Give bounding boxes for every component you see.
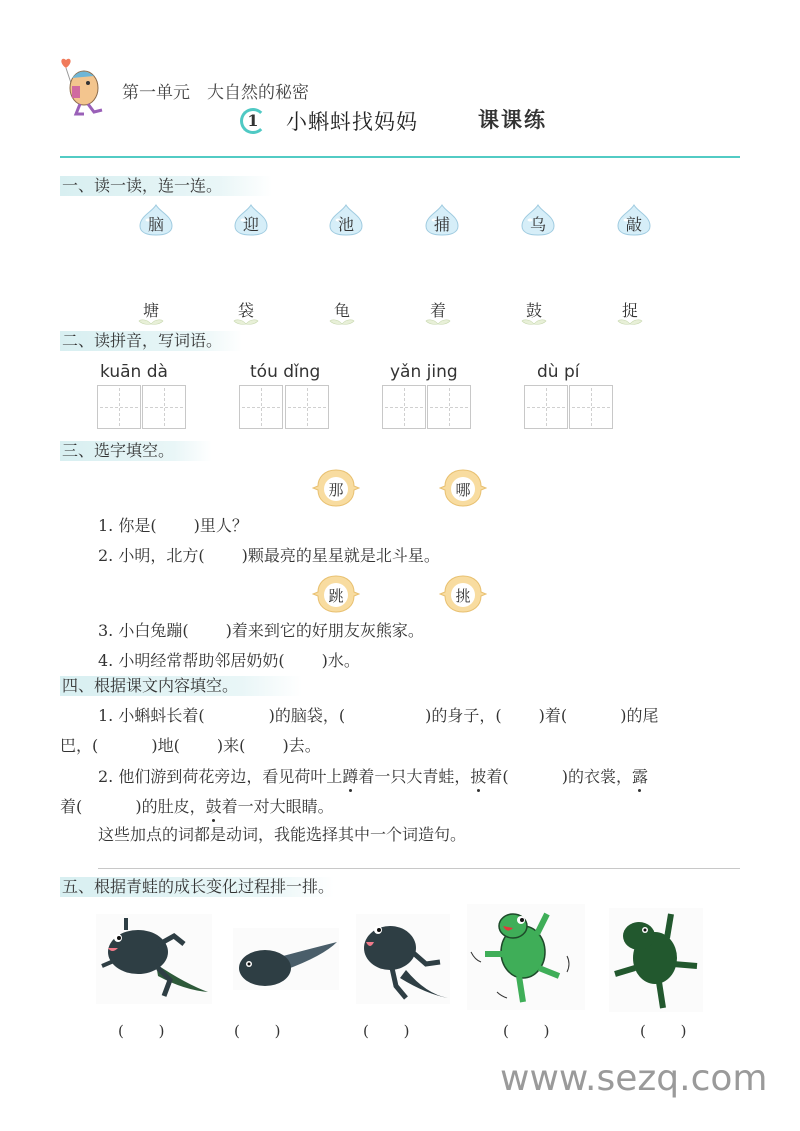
drop-char-4[interactable]: [422, 204, 462, 236]
chick-char-2[interactable]: [439, 468, 487, 508]
chick-char-label: 哪: [455, 481, 471, 499]
answer-blank-5[interactable]: ( ): [640, 1022, 687, 1040]
question-2: 2. 小明，北方( )颗最亮的星星就是北斗星。: [98, 546, 440, 565]
text: 着一只大青蛙，: [358, 767, 471, 786]
chick-char-3[interactable]: [312, 574, 360, 614]
writing-box[interactable]: [239, 385, 283, 429]
drop-char-5[interactable]: [518, 204, 558, 236]
leaf-char-5[interactable]: 鼓: [525, 301, 542, 320]
section3-heading: 三、选字填空。: [60, 441, 212, 461]
pinyin-1: kuān dà: [100, 362, 168, 382]
lesson-type: 课课练: [478, 108, 547, 132]
answer-blank-1[interactable]: ( ): [118, 1022, 165, 1040]
leaf-char-6[interactable]: 捉: [621, 301, 638, 320]
pinyin-3: yǎn jing: [390, 362, 458, 382]
drop-char-2[interactable]: [231, 204, 271, 236]
leaf-icon: [329, 318, 355, 326]
leaf-icon: [233, 318, 259, 326]
q1-line2: 巴，( )地( )来( )去。: [60, 736, 321, 755]
leaf-icon: [521, 318, 547, 326]
pinyin-2: tóu dǐng: [250, 362, 321, 382]
watermark: www.sezq.com: [500, 1058, 768, 1099]
mascot-illustration: [58, 56, 108, 116]
writing-box[interactable]: [285, 385, 329, 429]
answer-blank-2[interactable]: ( ): [234, 1022, 281, 1040]
dotted-verb: 蹲: [342, 767, 359, 786]
chick-char-label: 那: [328, 481, 344, 499]
dotted-verb: 披: [470, 767, 487, 786]
drop-char-1[interactable]: [136, 204, 176, 236]
section1-heading: 一、读一读，连一连。: [60, 176, 272, 196]
section4-heading: 四、根据课文内容填空。: [60, 676, 302, 696]
chick-char-label: 挑: [455, 587, 471, 605]
leaf-char-4[interactable]: 着: [429, 301, 446, 320]
dotted-verb: 露: [631, 767, 648, 786]
lesson-number-badge: 1: [240, 108, 266, 134]
drop-char-6[interactable]: [614, 204, 654, 236]
drop-char-label: 乌: [529, 215, 546, 234]
lesson-title: 小蝌蚪找妈妈: [286, 110, 418, 134]
question-3: 3. 小白兔蹦( )着来到它的好朋友灰熊家。: [98, 621, 424, 640]
question-4: 4. 小明经常帮助邻居奶奶( )水。: [98, 651, 360, 670]
leaf-icon: [617, 318, 643, 326]
drop-char-label: 捕: [433, 215, 450, 234]
drop-char-label: 敲: [625, 215, 642, 234]
writing-box[interactable]: [97, 385, 141, 429]
chick-char-1[interactable]: [312, 468, 360, 508]
text: 2. 他们游到荷花旁边，看见荷叶上: [98, 767, 343, 786]
dark-green-frog-image: [609, 908, 703, 1012]
q2-instruction: 这些加点的词都是动词，我能选择其中一个词造句。: [98, 825, 467, 844]
header-divider: [60, 156, 740, 158]
leaf-char-2[interactable]: 袋: [237, 301, 254, 320]
writing-box[interactable]: [382, 385, 426, 429]
text: 着( )的衣裳，: [486, 767, 632, 786]
chick-char-label: 跳: [328, 587, 344, 605]
leaf-char-3[interactable]: 龟: [333, 301, 350, 320]
jumping-green-frog-image: [467, 904, 585, 1010]
text: 着( )的肚皮，: [60, 797, 206, 816]
writing-box[interactable]: [142, 385, 186, 429]
writing-box[interactable]: [524, 385, 568, 429]
chick-char-4[interactable]: [439, 574, 487, 614]
pinyin-4: dù pí: [537, 362, 580, 382]
writing-line[interactable]: [98, 868, 740, 869]
section2-heading: 二、读拼音，写词语。: [60, 331, 242, 351]
answer-blank-4[interactable]: ( ): [503, 1022, 550, 1040]
drop-char-label: 池: [337, 215, 354, 234]
froglet-with-tail-image: [356, 914, 450, 1004]
q1-line1: 1. 小蝌蚪长着( )的脑袋，( )的身子，( )着( )的尾: [98, 706, 659, 725]
writing-box[interactable]: [569, 385, 613, 429]
drop-char-label: 脑: [147, 215, 164, 234]
leaf-icon: [425, 318, 451, 326]
question-1: 1. 你是( )里人？: [98, 516, 248, 535]
q2-line1: [98, 764, 648, 787]
drop-char-label: 迎: [242, 215, 259, 234]
section5-heading: 五、根据青蛙的成长变化过程排一排。: [62, 877, 335, 896]
leaf-char-1[interactable]: 塘: [142, 301, 159, 320]
q2-line2: [60, 794, 334, 817]
drop-char-3[interactable]: [326, 204, 366, 236]
unit-title: 第一单元 大自然的秘密: [122, 83, 309, 103]
text: 着一对大眼睛。: [221, 797, 334, 816]
answer-blank-3[interactable]: ( ): [363, 1022, 410, 1040]
writing-box[interactable]: [427, 385, 471, 429]
leaf-icon: [138, 318, 164, 326]
frog-with-tail-image: [96, 914, 212, 1004]
tadpole-image: [233, 928, 339, 990]
dotted-verb: 鼓: [205, 797, 222, 816]
